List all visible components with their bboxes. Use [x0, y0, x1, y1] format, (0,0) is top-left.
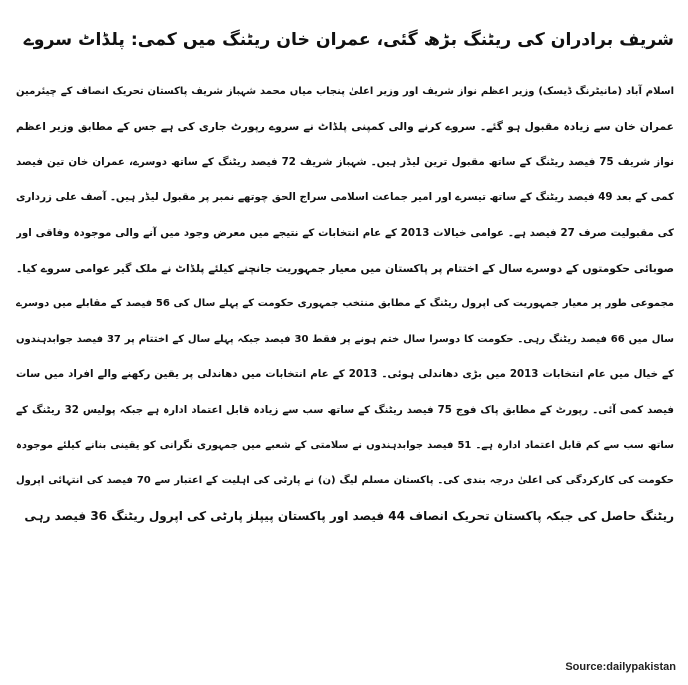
article-line: اسلام آباد (مانیٹرنگ ڈیسک) وزیر اعظم نواز شریف اور وزیر اعلیٰ پنجاب میاں محمد شہباز شریف پاکستان تحریک انصاف کے چیئرمین [16, 86, 674, 97]
article-line: کمی کے بعد 49 فیصد ریٹنگ کے ساتھ تیسرے اور امیر جماعت اسلامی سراج الحق چوتھے نمبر پر مقبول لیڈر ہیں۔ آصف علی زرداری [16, 191, 674, 204]
article-line: سال میں 66 فیصد ریٹنگ رہی۔ حکومت کا دوسرا سال ختم ہونے پر فقط 30 فیصد جبکہ پہلے سال کے اختتام پر 37 فیصد جوابدہندوں [16, 333, 674, 345]
article-line: صوبائی حکومتوں کے دوسرے سال کے اختتام پر پاکستان میں معیار جمہوریت جانچنے کیلئے پلڈاٹ نے ملک گیر عوامی سروے کیا۔ [16, 261, 674, 275]
article-line: حکومت کی کارکردگی کی اعلیٰ درجہ بندی کی۔ پاکستان مسلم لیگ (ن) نے پارٹی کی اہلیت کے اعتبار سے 70 فیصد کی انتہائی اپرول [16, 475, 674, 487]
article-line: کی مقبولیت صرف 27 فیصد ہے۔ عوامی خیالات 2013 کے عام انتخابات کے نتیجے میں معرض وجود میں آنے والی موجودہ وفاقی اور [16, 226, 674, 239]
source-credit: Source:dailypakistan [565, 661, 676, 673]
article-line: ریٹنگ حاصل کی جبکہ پاکستان تحریک انصاف 44 فیصد اور پاکستان پیپلز پارٹی کی اپرول ریٹنگ 36 فیصد رہی [24, 508, 674, 523]
article-line: عمران خان سے زیادہ مقبول ہو گئے۔ سروے کرنے والی کمپنی پلڈاٹ نے سروے رپورٹ جاری کی ہے جس کے مطابق وزیر اعظم [16, 120, 674, 134]
article-line: کے خیال میں عام انتخابات 2013 میں بڑی دھاندلی ہوئی۔ 2013 کے عام انتخابات میں دھاندلی پر یقین رکھنے والے افراد میں سات [16, 368, 674, 381]
article-body [16, 74, 674, 534]
article-line: نواز شریف 75 فیصد ریٹنگ کے ساتھ مقبول ترین لیڈر ہیں۔ شہباز شریف 72 فیصد ریٹنگ کے ساتھ دوسرے، عمران خان تین فیصد [16, 155, 674, 168]
article-line: ساتھ سب سے کم قابل اعتماد ادارہ ہے۔ 51 فیصد جوابدہندوں نے سلامتی کے شعبے میں جمہوری نگرانی کو یقینی بنانے کیلئے موجودہ [16, 439, 674, 451]
article-line: مجموعی طور پر معیار جمہوریت کی اپرول ریٹنگ کے مطابق منتخب جمہوری حکومت کے پہلے سال کی 56 فیصد کے مقابلے میں دوسرے [16, 298, 674, 310]
article-line: فیصد کمی آئی۔ رپورٹ کے مطابق پاک فوج 75 فیصد ریٹنگ کے ساتھ سب سے زیادہ قابل اعتماد ادارہ ہے جبکہ پولیس 32 ریٹنگ کے [16, 403, 674, 416]
article-headline: شریف برادران کی ریٹنگ بڑھ گئی، عمران خان ریٹنگ میں کمی: پلڈاٹ سروے [23, 30, 674, 50]
